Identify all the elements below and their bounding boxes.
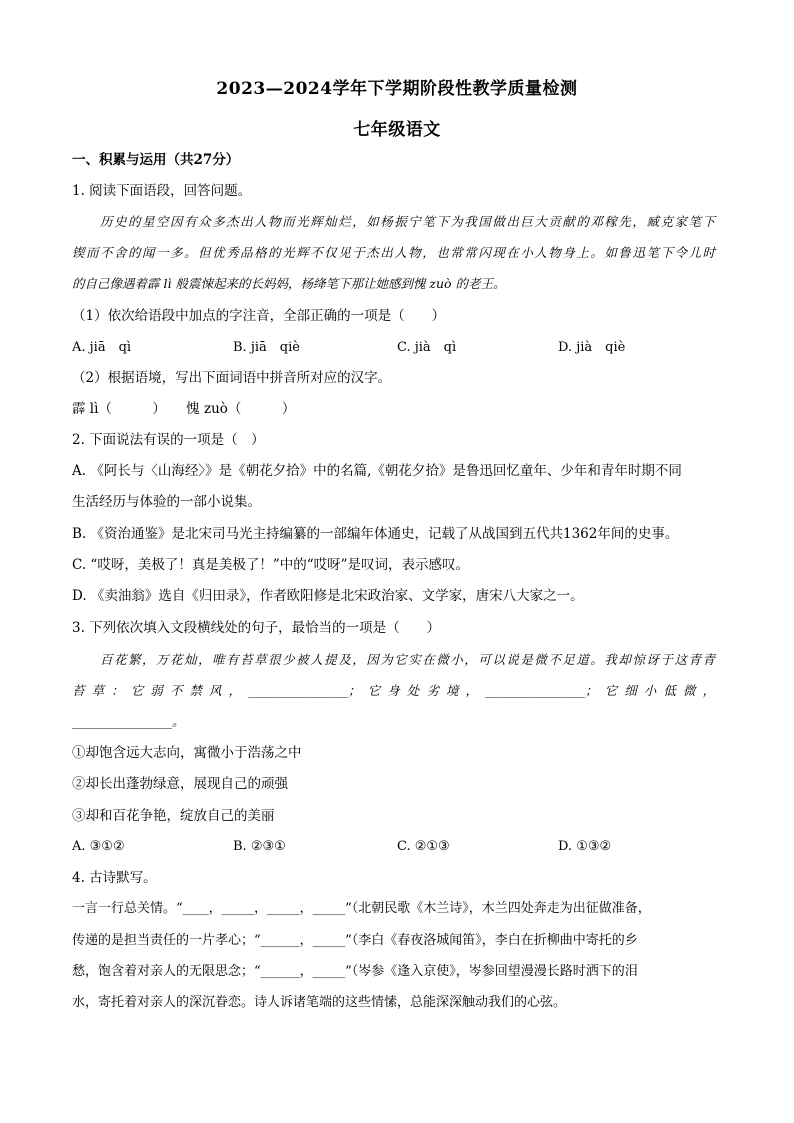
q3-choice-3: ③却和百花争艳，绽放自己的美丽 — [72, 808, 275, 824]
q1-option-d[interactable]: D. jià qiè — [558, 340, 626, 355]
q4-text-line: 水，寄托着对亲人的深沉眷恋。诗人诉诸笔端的这些情愫，总能深深触动我们的心弦。 — [72, 995, 567, 1010]
question-2-stem: 2. 下面说法有误的一项是（ ） — [72, 432, 265, 448]
q2-option-c[interactable]: C. “哎呀，美极了！真是美极了！”中的“哎呀”是叹词，表示感叹。 — [72, 557, 470, 573]
q1-option-b[interactable]: B. jiā qiè — [233, 340, 300, 355]
q2-option-b[interactable]: B. 《资治通鉴》是北宋司马光主持编纂的一部编年体通史，记载了从战国到五代共1362年间的史事。 — [72, 526, 679, 542]
q3-option-c[interactable]: C. ②①③ — [397, 839, 450, 854]
q3-option-a[interactable]: A. ③①② — [72, 839, 125, 854]
q3-passage-line: 苔草：它弱不禁风，________________；它身处劣境，________________；它细小低微， — [72, 683, 715, 698]
q4-text-line: 一言一行总关情。“____，_____，_____，_____”（北朝民歌《木兰诗》，木兰四处奔走为出征做准备， — [72, 901, 651, 916]
q3-option-b[interactable]: B. ②③① — [233, 839, 286, 854]
q1-sub1-question: （1）依次给语段中加点的字注音，全部正确的一项是（ ） — [72, 308, 446, 324]
q4-text-line: 传递的是担当责任的一片孝心；“______，_____”（李白《春夜洛城闻笛》，李白在折柳曲中寄托的乡 — [72, 933, 638, 948]
q1-passage-line: 锲而不舍的闻一多。但优秀品格的光辉不仅见于杰出人物，也常常闪现在小人物身上。如鲁迅笔下令儿时 — [72, 245, 715, 260]
q1-option-c[interactable]: C. jià qì — [397, 340, 457, 355]
q2-option-d[interactable]: D. 《卖油翁》选自《归田录》，作者欧阳修是北宋政治家、文学家，唐宋八大家之一。 — [72, 588, 584, 604]
section-heading: 一、积累与运用（共27分） — [72, 152, 240, 168]
q1-passage-line: 历史的星空因有众多杰出人物而光辉灿烂，如杨振宁笔下为我国做出巨大贡献的邓稼先，臧克家笔下 — [100, 214, 715, 229]
q1-sub2-question: （2）根据语境，写出下面词语中拼音所对应的汉字。 — [72, 370, 392, 386]
q1-sub2-blanks: 霹 lì（ ） 愧 zuò（ ） — [72, 401, 296, 417]
question-3-stem: 3. 下列依次填入文段横线处的句子，最恰当的一项是（ ） — [72, 620, 441, 636]
q1-option-a[interactable]: A. jiā qì — [72, 340, 132, 355]
exam-subtitle: 七年级语文 — [353, 120, 441, 140]
question-1-stem: 1. 阅读下面语段，回答问题。 — [72, 183, 252, 199]
q2-option-a-line2[interactable]: 生活经历与体验的一部小说集。 — [72, 494, 261, 510]
q3-passage-line: ________________。 — [72, 714, 185, 729]
q3-choice-2: ②却长出蓬勃绿意，展现自己的顽强 — [72, 776, 288, 792]
q3-choice-1: ①却饱含远大志向，寓微小于浩荡之中 — [72, 745, 302, 761]
q4-text-line: 愁，饱含着对亲人的无限思念；“______，_____”（岑参《逢入京使》，岑参回望漫漫长路时洒下的泪 — [72, 964, 638, 979]
q3-passage-line: 百花繁，万花灿，唯有苔草很少被人提及，因为它实在微小，可以说是微不足道。我却惊讶于这青青 — [100, 652, 715, 667]
question-4-stem: 4. 古诗默写。 — [72, 870, 157, 886]
q1-passage-line: 的自己像遇着霹 lì 般震悚起来的长妈妈，杨绛笔下那让她感到愧 zuò 的老王。 — [72, 276, 506, 291]
exam-title: 2023—2024学年下学期阶段性教学质量检测 — [216, 79, 578, 99]
q2-option-a-line1[interactable]: A. 《阿长与〈山海经〉》是《朝花夕拾》中的名篇,《朝花夕拾》是鲁迅回忆童年、少年和青年时期不同 — [72, 463, 682, 479]
q3-option-d[interactable]: D. ①③② — [558, 839, 612, 854]
